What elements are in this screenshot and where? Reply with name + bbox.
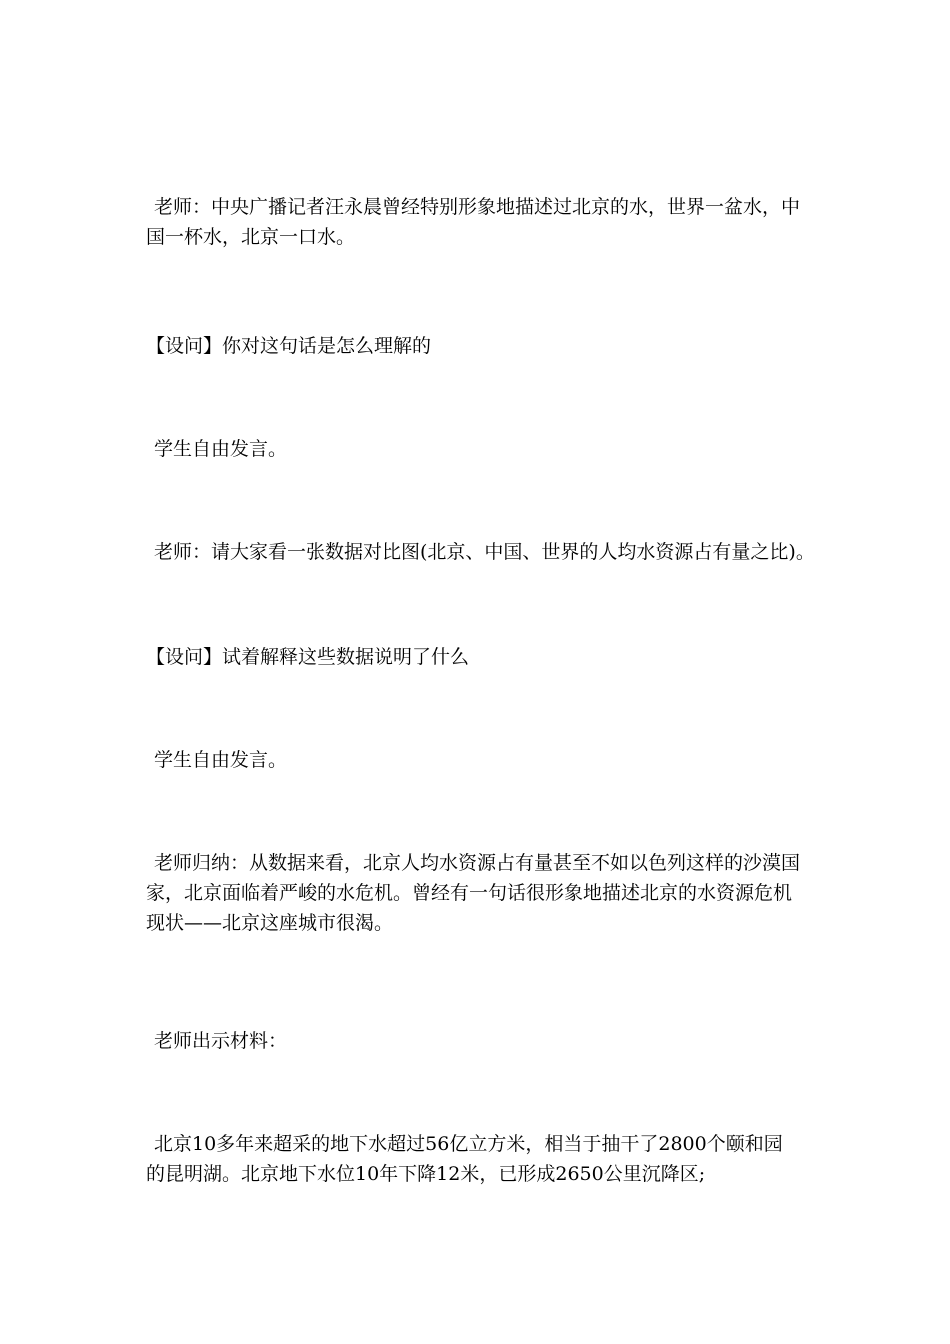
paragraph-teacher-material (146, 1026, 826, 1056)
text-line: 北京10多年来超采的地下水超过56亿立方米，相当于抽干了2800个颐和园 (154, 1133, 783, 1155)
paragraph-question-1 (146, 331, 826, 361)
text-line: 学生自由发言。 (154, 749, 288, 771)
paragraph-teacher-summary (146, 848, 826, 938)
text-line: 老师：请大家看一张数据对比图(北京、中国、世界的人均水资源占有量之比)。 (154, 541, 815, 563)
paragraph-material-content (146, 1129, 826, 1189)
text-line: 【设问】试着解释这些数据说明了什么 (146, 646, 470, 668)
text-line: 家，北京面临着严峻的水危机。曾经有一句话很形象地描述北京的水资源危机 (146, 882, 793, 904)
text-line: 老师归纳：从数据来看，北京人均水资源占有量甚至不如以色列这样的沙漠国 (154, 852, 801, 874)
text-line: 学生自由发言。 (154, 438, 288, 460)
text-line: 【设问】你对这句话是怎么理解的 (146, 335, 432, 357)
paragraph-student-response-1 (146, 434, 826, 464)
text-line: 的昆明湖。北京地下水位10年下降12米，已形成2650公里沉降区; (146, 1163, 706, 1185)
paragraph-student-response-2 (146, 745, 826, 775)
paragraph-question-2 (146, 642, 826, 672)
paragraph-teacher-quote (146, 192, 826, 252)
text-line: 老师出示材料： (154, 1030, 288, 1052)
text-line: 老师：中央广播记者汪永晨曾经特别形象地描述过北京的水，世界一盆水，中 (154, 196, 801, 218)
paragraph-teacher-chart (146, 537, 826, 567)
text-line: 国一杯水，北京一口水。 (146, 226, 356, 248)
text-line: 现状——北京这座城市很渴。 (146, 912, 394, 934)
